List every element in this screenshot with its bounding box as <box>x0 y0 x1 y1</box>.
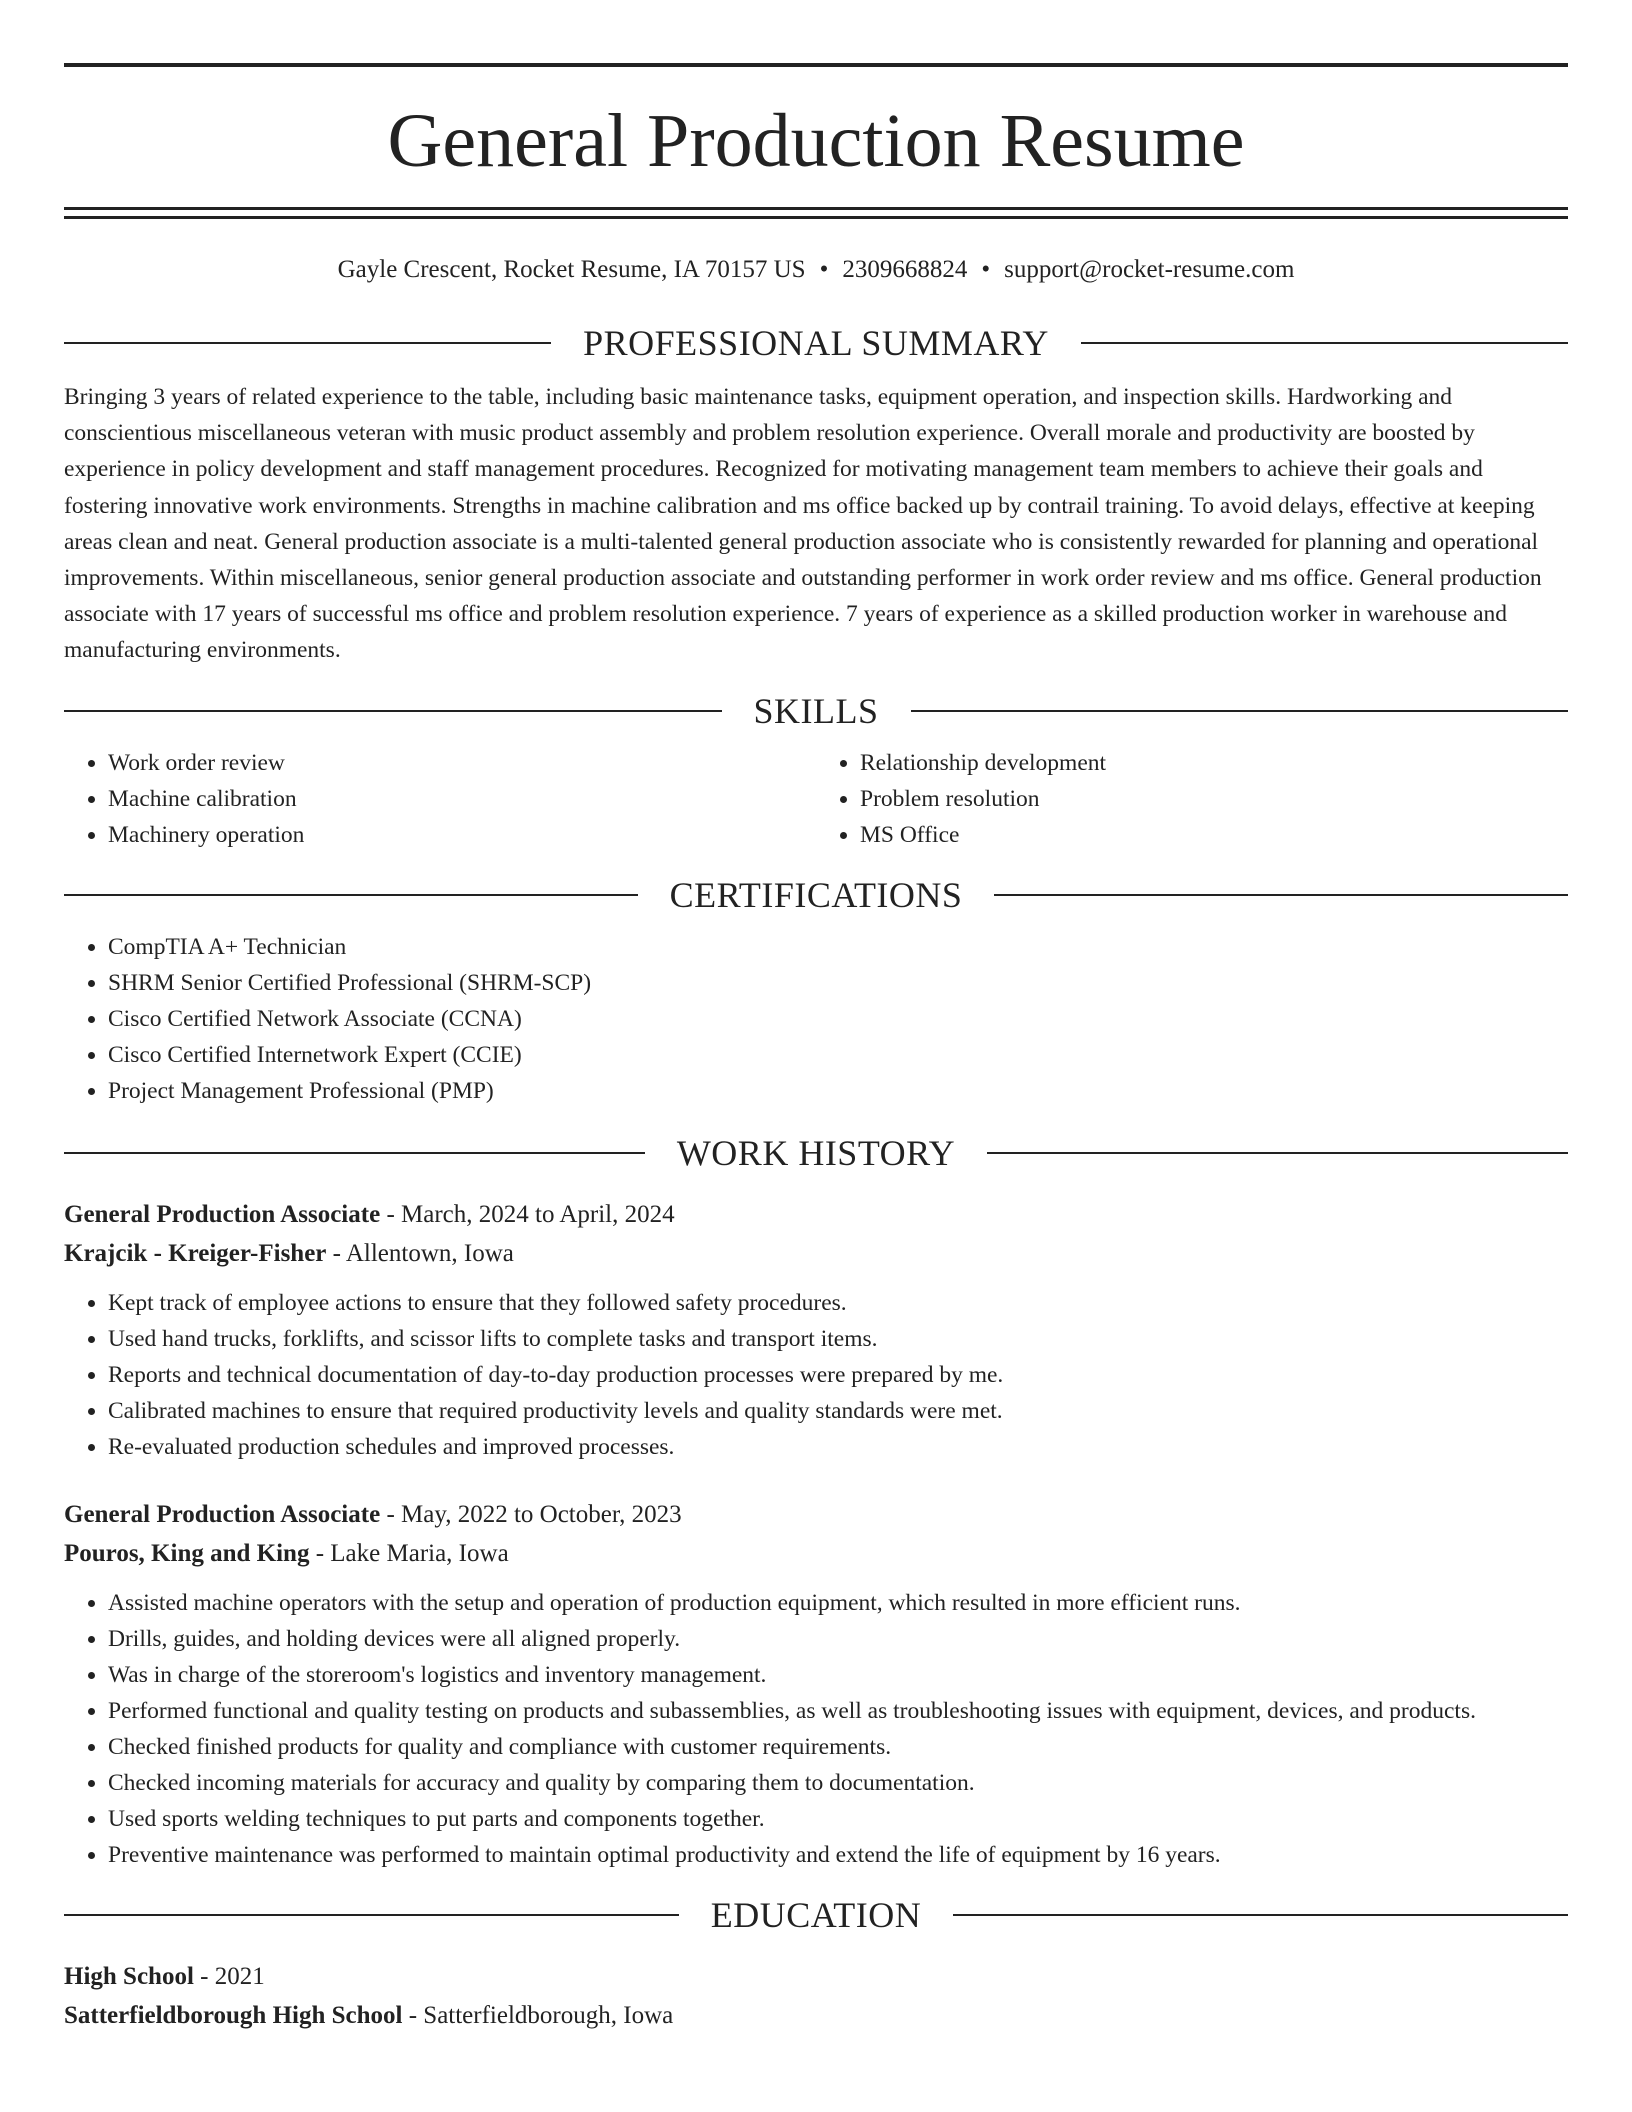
job-bullet: • Drills, guides, and holding devices were all aligned properly. <box>108 1621 1568 1657</box>
job-company: Krajcik - Kreiger-Fisher <box>64 1239 327 1267</box>
skills-heading <box>64 689 1568 733</box>
education-degree-line <box>64 1957 1568 1996</box>
contact-line <box>64 255 1568 285</box>
heading-rule-right <box>987 1152 1568 1154</box>
job-title: General Production Associate <box>64 1200 381 1228</box>
job-location: - Allentown, Iowa <box>326 1239 514 1267</box>
certifications-list <box>64 929 1568 1109</box>
heading-rule-right <box>953 1914 1568 1916</box>
skill-item: • Relationship development <box>860 745 1568 781</box>
heading-rule-right <box>994 894 1568 896</box>
title-double-rule <box>64 207 1568 219</box>
education-school: Satterfieldborough High School <box>64 2001 403 2029</box>
contact-email: support@rocket-resume.com <box>1004 256 1295 283</box>
job-title: General Production Associate <box>64 1500 381 1528</box>
job-bullet: • Kept track of employee actions to ensure that they followed safety procedures. <box>108 1285 1568 1321</box>
education-degree: High School <box>64 1962 194 1990</box>
job-bullets <box>64 1585 1568 1873</box>
job-dates: - March, 2024 to April, 2024 <box>380 1200 675 1228</box>
job-company: Pouros, King and King <box>64 1539 310 1567</box>
skill-item: • Work order review <box>108 745 816 781</box>
page-title: General Production Resume <box>387 99 1245 183</box>
job-bullet: • Preventive maintenance was performed to maintain optimal productivity and extend the life of equipment by 16 years. <box>108 1837 1568 1873</box>
summary-text: Bringing 3 years of related experience to the table, including basic maintenance tasks, equipment operation, and inspection skills. Hardworking and conscientious miscellaneous veteran with music product assembly and problem resolution experience. Overall morale and productivity are boosted by experience in policy development and staff management procedures. Recognized for motivating management team members to achieve their goals and fostering innovative work environments. Strengths in machine calibration and ms office backed up by contrail training. To avoid delays, effective at keeping areas clean and neat. General production associate is a multi-talented general production associate who is consistently rewarded for planning and operational improvements. Within miscellaneous, senior general production associate and outstanding performer in work order review and ms office. General production associate with 17 years of successful ms office and problem resolution experience. 7 years of experience as a skilled production worker in warehouse and manufacturing environments. <box>64 384 1542 664</box>
job-title-line <box>64 1195 1568 1234</box>
contact-phone: 2309668824 <box>842 256 968 283</box>
summary-heading-label: PROFESSIONAL SUMMARY <box>583 323 1049 363</box>
job-bullet: • Calibrated machines to ensure that required productivity levels and quality standards were met. <box>108 1393 1568 1429</box>
contact-address: Gayle Crescent, Rocket Resume, IA 70157 US <box>337 256 806 283</box>
education-school-line <box>64 1996 1568 2035</box>
certifications-heading-label: CERTIFICATIONS <box>669 874 963 915</box>
top-rule <box>64 63 1568 67</box>
job-bullet: • Checked incoming materials for accuracy and quality by comparing them to documentation. <box>108 1765 1568 1801</box>
contact-separator: • <box>981 256 991 283</box>
certification-item: • SHRM Senior Certified Professional (SHRM-SCP) <box>108 965 1568 1001</box>
contact-separator: • <box>819 256 829 283</box>
skill-item: • MS Office <box>860 817 1568 853</box>
certification-item: • CompTIA A+ Technician <box>108 929 1568 965</box>
job-bullet: • Re-evaluated production schedules and improved processes. <box>108 1429 1568 1465</box>
certifications-heading <box>64 873 1568 917</box>
skill-item: • Problem resolution <box>860 781 1568 817</box>
work-history-heading <box>64 1131 1568 1175</box>
job-bullet: • Assisted machine operators with the setup and operation of production equipment, which resulted in more efficient runs. <box>108 1585 1568 1621</box>
heading-rule-left <box>64 1152 645 1154</box>
job-bullets <box>64 1285 1568 1465</box>
heading-rule-left <box>64 710 722 712</box>
job-bullet: • Used hand trucks, forklifts, and scissor lifts to complete tasks and transport items. <box>108 1321 1568 1357</box>
skills-list <box>64 745 1568 853</box>
heading-rule-left <box>64 1914 679 1916</box>
education-entry <box>64 1957 1568 2035</box>
job-bullet: • Used sports welding techniques to put parts and components together. <box>108 1801 1568 1837</box>
education-year: - 2021 <box>193 1962 265 1990</box>
job-location: - Lake Maria, Iowa <box>309 1539 509 1567</box>
certification-item: • Cisco Certified Network Associate (CCNA) <box>108 1001 1568 1037</box>
job-company-line <box>64 1234 1568 1273</box>
work-history-heading-label: WORK HISTORY <box>676 1132 956 1173</box>
skill-item: • Machine calibration <box>108 781 816 817</box>
resume-page <box>64 0 1568 2035</box>
summary-heading <box>64 321 1568 365</box>
skills-heading-label: SKILLS <box>753 690 879 731</box>
heading-rule-right <box>911 710 1569 712</box>
skill-item: • Machinery operation <box>108 817 816 853</box>
skills-column-right <box>816 745 1568 853</box>
job-bullet: • Performed functional and quality testing on products and subassemblies, as well as troubleshooting issues with equipment, devices, and products. <box>108 1693 1568 1729</box>
heading-rule-left <box>64 894 638 896</box>
certification-item: • Cisco Certified Internetwork Expert (CCIE) <box>108 1037 1568 1073</box>
certification-item: • Project Management Professional (PMP) <box>108 1073 1568 1109</box>
skills-column-left <box>64 745 816 853</box>
job-bullet: • Checked finished products for quality and compliance with customer requirements. <box>108 1729 1568 1765</box>
heading-rule-left <box>64 342 551 344</box>
job-title-line <box>64 1495 1568 1534</box>
job-bullet: • Reports and technical documentation of day-to-day production processes were prepared by me. <box>108 1357 1568 1393</box>
job-bullet: • Was in charge of the storeroom's logistics and inventory management. <box>108 1657 1568 1693</box>
job-company-line <box>64 1534 1568 1573</box>
heading-rule-right <box>1081 342 1568 344</box>
education-location: - Satterfieldborough, Iowa <box>402 2001 674 2029</box>
job-entry <box>64 1495 1568 1873</box>
job-entry <box>64 1195 1568 1465</box>
education-heading-label: EDUCATION <box>710 1894 922 1935</box>
education-heading <box>64 1893 1568 1937</box>
job-dates: - May, 2022 to October, 2023 <box>380 1500 682 1528</box>
